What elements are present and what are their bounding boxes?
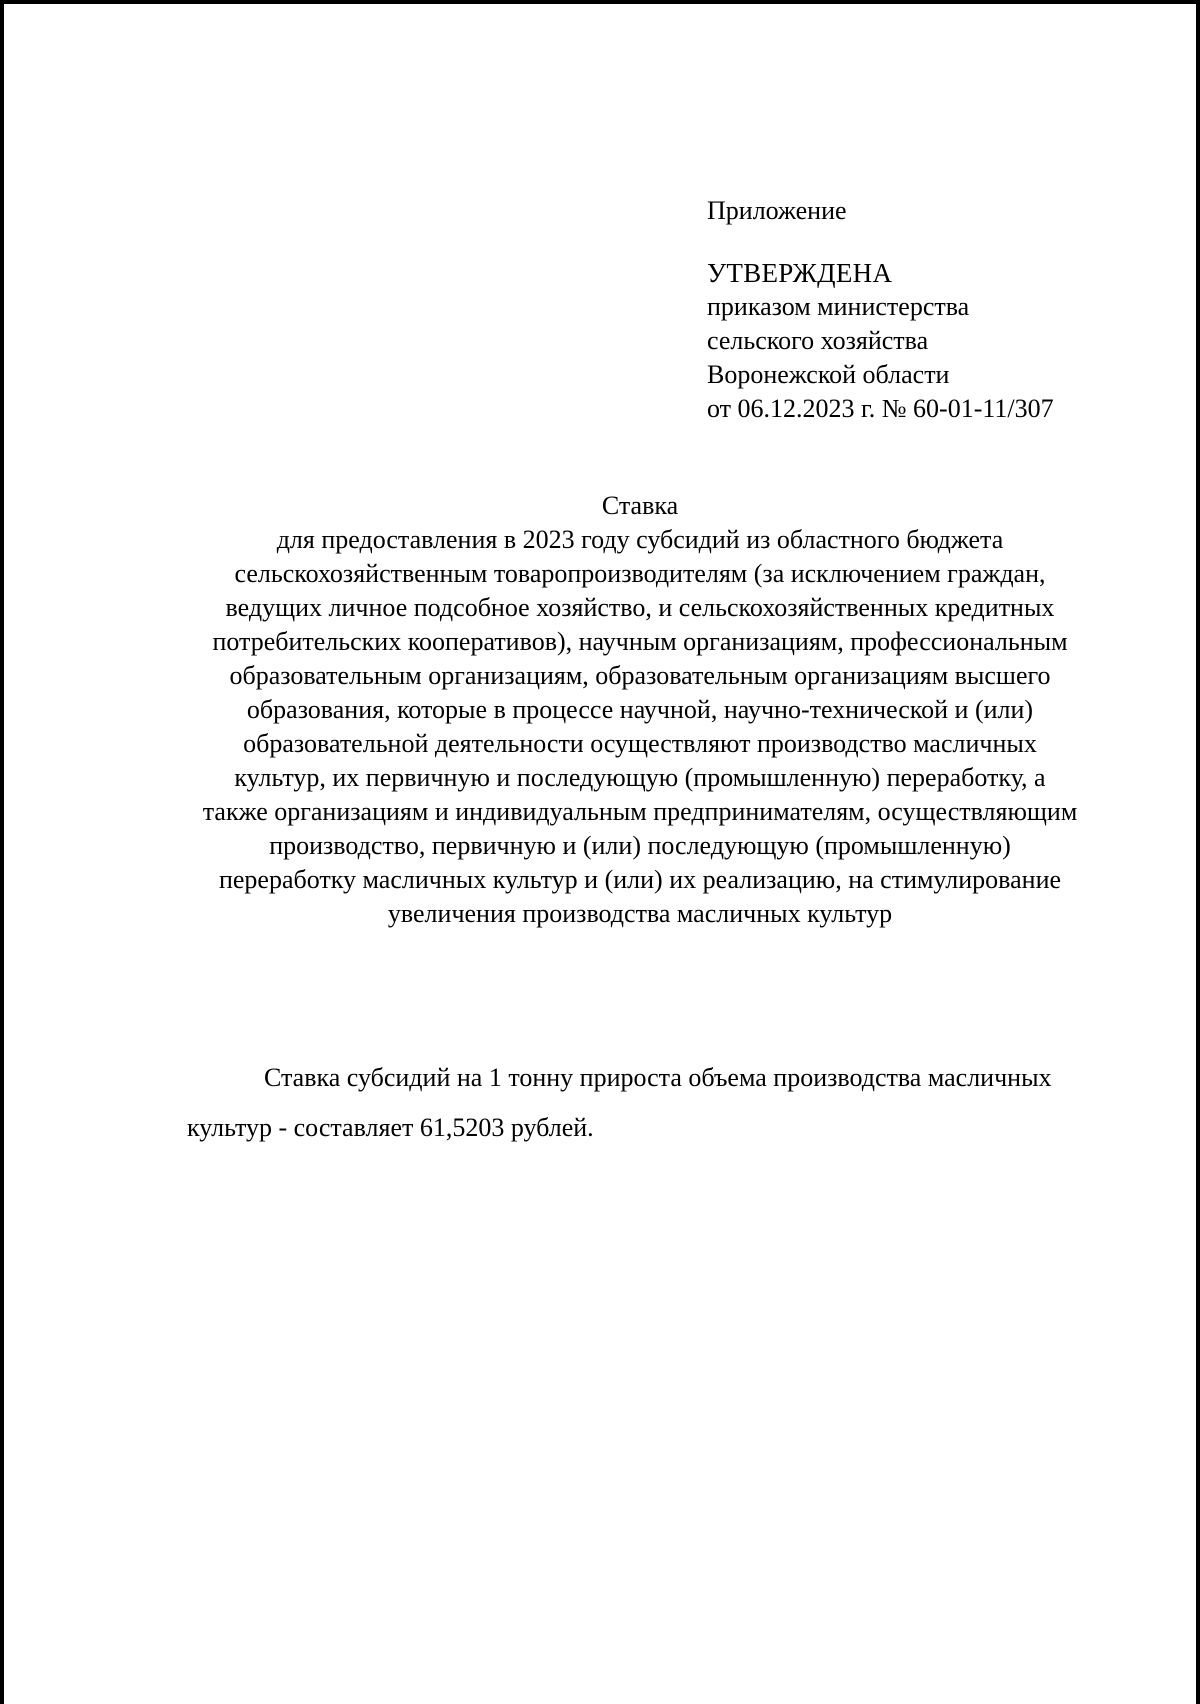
title-line: образования, которые в процессе научной, научно-технической и (или) <box>246 695 1034 724</box>
scan-border-left <box>0 0 4 1704</box>
document-title <box>160 489 1120 931</box>
rate-paragraph-line: культур - составляет 61,5203 рублей. <box>187 1113 594 1142</box>
title-line: переработку масличных культур и (или) их реализацию, на стимулирование <box>218 865 1062 894</box>
title-line: ведущих личное подсобное хозяйство, и сельскохозяйственных кредитных <box>225 593 1055 622</box>
rate-paragraph-line: Ставка субсидий на 1 тонну прироста объема производства масличных <box>264 1063 1052 1092</box>
title-line: культур, их первичную и последующую (промышленную) переработку, а <box>234 763 1046 792</box>
title-line: также организациям и индивидуальным предпринимателям, осуществляющим <box>202 797 1078 826</box>
scan-border-top <box>0 0 1200 4</box>
title-line: образовательной деятельности осуществляют производство масличных <box>243 729 1037 758</box>
approval-line: приказом министерства <box>707 292 970 321</box>
scan-border-right <box>1196 0 1200 1704</box>
approved-label: УТВЕРЖДЕНА <box>707 258 893 288</box>
title-line: образовательным организациям, образовательным организациям высшего <box>229 661 1051 690</box>
title-line: производство, первичную и (или) последующую (промышленную) <box>269 831 1011 860</box>
title-line: для предоставления в 2023 году субсидий из областного бюджета <box>276 525 1004 554</box>
title-line: сельскохозяйственным товаропроизводителям (за исключением граждан, <box>234 559 1046 588</box>
appendix-label: Приложение <box>707 196 847 225</box>
approval-block <box>707 194 1167 426</box>
approval-line: Воронежской области <box>707 360 950 389</box>
approval-line: сельского хозяйства <box>707 326 929 355</box>
title-line: увеличения производства масличных культур <box>387 899 893 928</box>
title-line: потребительских кооперативов), научным организациям, профессиональным <box>212 627 1068 656</box>
rate-paragraph <box>187 1053 1127 1153</box>
title-heading: Ставка <box>601 491 679 520</box>
approval-order-number: от 06.12.2023 г. № 60-01-11/307 <box>707 394 1054 423</box>
